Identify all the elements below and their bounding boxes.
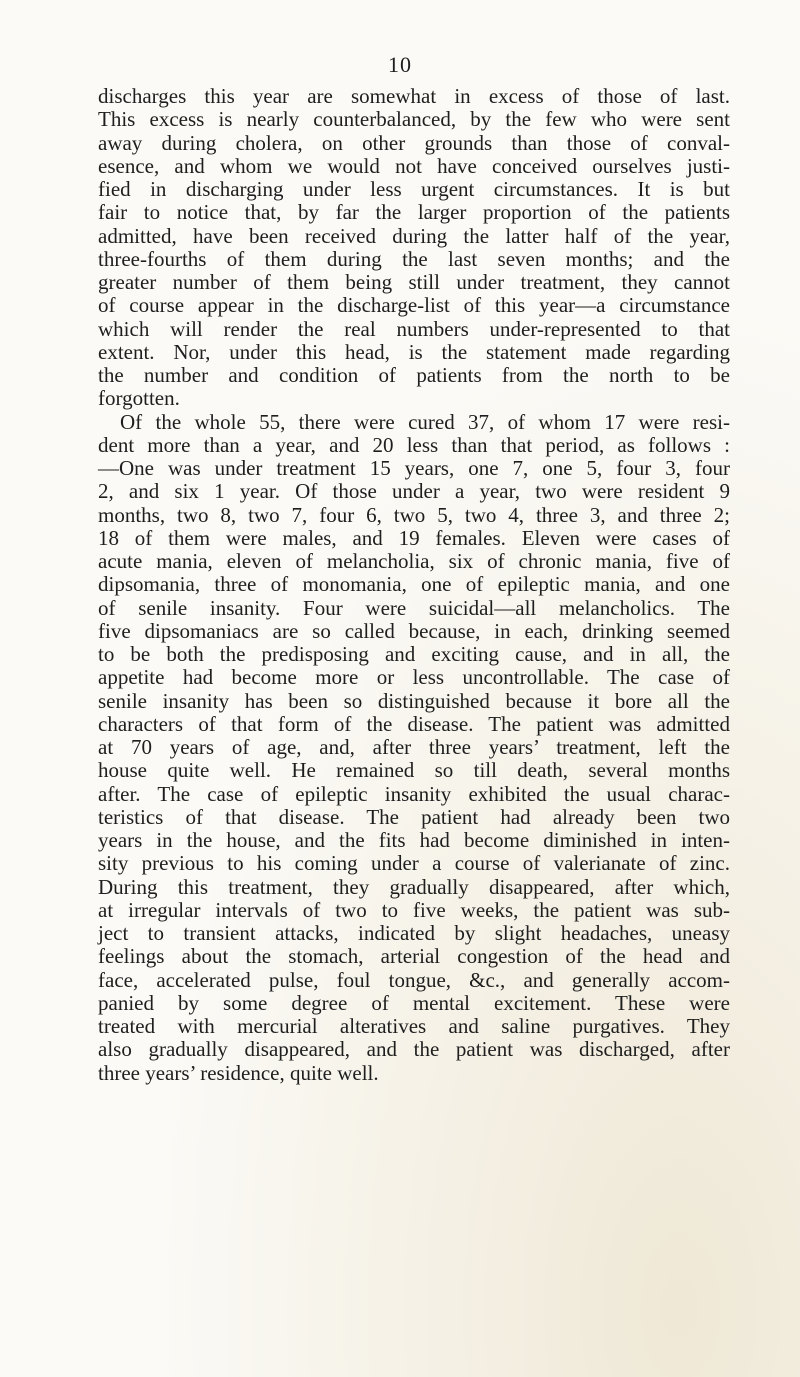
text-line: face, accelerated pulse, foul tongue, &c., and generally accom- (98, 967, 730, 992)
text-line: —One was under treatment 15 years, one 7, one 5, four 3, four (98, 456, 730, 480)
body-text (98, 85, 730, 1085)
text-line: treated with mercurial alteratives and saline purgatives. They (98, 1014, 730, 1038)
text-line: Of the whole 55, there were cured 37, of whom 17 were resi- (120, 409, 730, 434)
text-line: sity previous to his coming under a course of valerianate of zinc. (98, 851, 730, 876)
text-line: teristics of that disease. The patient had already been two (98, 804, 730, 829)
text-line: 18 of them were males, and 19 females. Eleven were cases of (98, 525, 730, 550)
text-line: fair to notice that, by far the larger proportion of the patients (98, 200, 730, 225)
text-line: This excess is nearly counterbalanced, by the few who were sent (98, 107, 730, 132)
page-number: 10 (388, 52, 412, 77)
text-line: the number and condition of patients from the north to be (98, 363, 730, 387)
text-line: also gradually disappeared, and the patient was discharged, after (98, 1037, 730, 1062)
text-line: greater number of them being still under treatment, they cannot (98, 270, 730, 294)
text-line: at 70 years of age, and, after three years’ treatment, left the (98, 735, 730, 759)
text-line: five dipsomaniacs are so called because, in each, drinking seemed (98, 618, 730, 643)
text-line: During this treatment, they gradually disappeared, after which, (98, 874, 730, 899)
text-line: fied in discharging under less urgent circumstances. It is but (98, 177, 730, 201)
text-line: of senile insanity. Four were suicidal—all melancholics. The (98, 595, 730, 620)
paragraph (98, 411, 730, 1085)
text-line: to be both the predisposing and exciting cause, and in all, the (98, 642, 730, 666)
text-line: esence, and whom we would not have conceived ourselves justi- (98, 153, 730, 178)
text-line: senile insanity has been so distinguished because it bore all the (98, 688, 730, 713)
text-line: three-fourths of them during the last seven months; and the (98, 246, 730, 271)
text-line: house quite well. He remained so till death, several months (98, 758, 730, 783)
text-line: 2, and six 1 year. Of those under a year, two were resident 9 (98, 479, 730, 504)
text-line: dipsomania, three of monomania, one of epileptic mania, and one (98, 572, 730, 597)
text-line: admitted, have been received during the latter half of the year, (98, 223, 730, 248)
text-line: of course appear in the discharge-list of this year—a circumstance (98, 293, 730, 318)
text-line: acute mania, eleven of melancholia, six of chronic mania, five of (98, 549, 730, 573)
text-line: after. The case of epileptic insanity exhibited the usual charac- (98, 781, 730, 806)
text-line: three years’ residence, quite well. (98, 1060, 379, 1085)
text-line: discharges this year are somewhat in excess of those of last. (98, 84, 730, 108)
text-line: which will render the real numbers under-represented to that (98, 316, 730, 341)
text-line: extent. Nor, under this head, is the statement made regarding (98, 339, 730, 364)
paragraph (98, 85, 730, 411)
text-line: forgotten. (98, 386, 180, 411)
text-line: characters of that form of the disease. The patient was admitted (98, 711, 730, 736)
text-line: panied by some degree of mental excitement. These were (98, 990, 730, 1015)
text-line: away during cholera, on other grounds than those of conval- (98, 130, 730, 155)
text-line: at irregular intervals of two to five weeks, the patient was sub- (98, 897, 730, 922)
text-line: years in the house, and the fits had become diminished in inten- (98, 828, 730, 852)
text-line: ject to transient attacks, indicated by slight headaches, uneasy (98, 921, 730, 945)
text-line: appetite had become more or less uncontrollable. The case of (98, 665, 730, 690)
text-line: dent more than a year, and 20 less than that period, as follows : (98, 432, 730, 457)
text-line: feelings about the stomach, arterial congestion of the head and (98, 944, 730, 969)
text-line: months, two 8, two 7, four 6, two 5, two 4, three 3, and three 2; (98, 502, 730, 527)
